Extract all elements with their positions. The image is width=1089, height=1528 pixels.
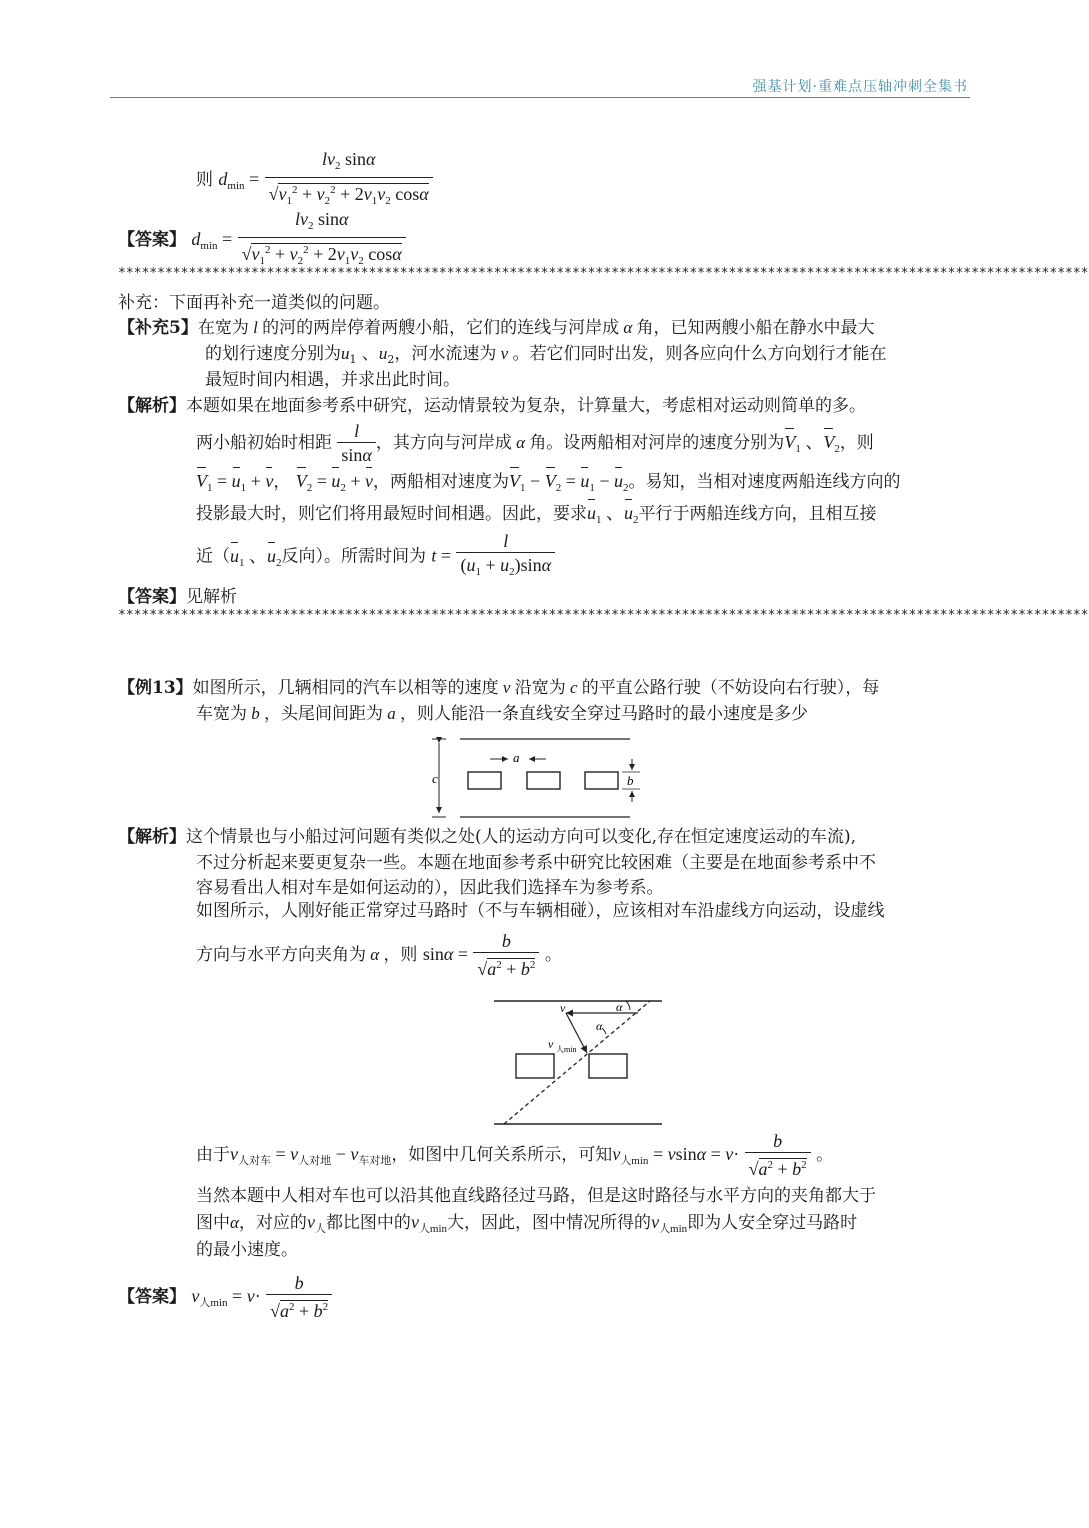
page-header <box>0 0 1080 100</box>
example-answer: 【答案】 $v_{人min} = v\cdot$ $\frac{b}{√a^2 + b^2}$ <box>118 1272 332 1323</box>
example-analysis-line2: 不过分析起来要更复杂一些。本题在地面参考系中研究比较困难（主要是在地面参考系中不 <box>196 853 876 873</box>
dmin-formula <box>196 148 433 213</box>
label-c: c <box>432 771 438 786</box>
example-analysis-label: 【解析】 <box>118 827 186 847</box>
example-analysis-line4: 如图所示，人刚好能正常穿过马路时（不与车辆相碰），应该相对车沿虚线方向运动，设虚线 <box>196 901 885 921</box>
example-q2c: ，则人能沿一条直线安全穿过马路时的最小速度是多少 <box>400 704 808 724</box>
vmin-fraction: $\frac{b}{√a^2 + b^2}$ <box>745 1130 811 1181</box>
example-b-line3: 图中α，对应的$v_人$都比图中的$v_{人min}$大，因此，图中情况所得的$v_{人min}$即为人安全穿过马路时 <box>196 1212 858 1235</box>
separator-top: **************************************************************************************************************************** <box>118 266 1089 281</box>
supplement-question-line3: 最短时间内相遇，并求出此时间。 <box>205 370 460 390</box>
example-a5b: ，则 <box>383 945 418 965</box>
label-vmin-sub: 人min <box>556 1045 577 1054</box>
road-cars-figure <box>430 735 650 821</box>
label-alpha-top: α <box>616 1000 623 1014</box>
example-b3a: 图中 <box>196 1213 230 1233</box>
supplement-a4b: 平行于两船连线方向，且相互接 <box>638 504 877 524</box>
supplement-answer-text: 见解析 <box>186 587 237 607</box>
label-alpha-mid: α <box>596 1019 603 1033</box>
label-b: b <box>627 773 634 788</box>
supplement-a2d: ，则 <box>839 433 874 453</box>
supplement-q2c: 。若它们同时出发，则各应向什么方向划行才能在 <box>512 344 887 364</box>
supplement-a5b: 反向）。所需时间为 <box>281 546 426 567</box>
supplement-analysis-line3: $V_1 = u_1 + v$， $V_2 = u_2 + v$，两船相对速度为$V_1 - V_2 = u_1 - u_2$。易知，当相对速度两船连线方向的 <box>196 466 901 503</box>
supplement-q1c: 角，已知两艘小船在静水中最大 <box>636 318 875 338</box>
supplement-question-line2: 的划行速度分别为$u_1$ 、$u_2$，河水流速为 v 。若它们同时出发，则各应向什么方向划行才能在 <box>205 344 887 366</box>
supplement-a2a: 两小船初始时相距 <box>196 433 332 453</box>
example-b1b: ，如图中几何关系所示，可知 <box>391 1145 613 1165</box>
supplement-a5a: 近（ <box>196 546 230 567</box>
example-b1a: 由于 <box>196 1145 230 1165</box>
example-b3b: ，对应的 <box>238 1213 307 1233</box>
supplement-a4a: 投影最大时，则它们将用最短时间相遇。因此，要求 <box>196 504 587 524</box>
formula-dmin-fraction: $\frac{lv_2 \sin\alpha}{√v_1^2 + v_2^2 + 2v_1v_2 \cos\alpha}$ <box>265 148 433 213</box>
example-question-line1: 【例13】如图所示，几辆相同的汽车以相等的速度 v 沿宽为 c 的平直公路行驶（不妨设向右行驶），每 <box>118 678 880 698</box>
car-1 <box>468 772 501 789</box>
example-analysis-line3: 容易看出人相对车是如何运动的），因此我们选择车为参考系。 <box>196 878 664 898</box>
supplement-a2c: 角。设两船相对河岸的速度分别为 <box>529 433 785 453</box>
supplement-question-line1: 【补充5】在宽为 l 的河的两岸停着两艘小船，它们的连线与河岸成 α 角，已知两艘小船在静水中最大 <box>118 318 875 338</box>
answer-dmin-lhs: $d_{min}$ = <box>191 229 233 252</box>
header-rule <box>110 97 970 98</box>
supplement-label: 【补充5】 <box>118 318 198 338</box>
example-q2a: 车宽为 <box>196 704 247 724</box>
supplement-a1: 本题如果在地面参考系中研究，运动情景较为复杂，计算量大，考虑相对运动则简单的多。 <box>186 396 866 416</box>
supplement-a3d: 。易知，当相对速度两船连线方向的 <box>628 472 901 492</box>
example-relative-velocity: 由于$v_{人对车} = v_{人对地} - v_{车对地}$，如图中几何关系所示，可知$v_{人min} = vsin\alpha = v\cdot$ $\frac{b}{√a^2 + b^2}$ 。 <box>196 1131 834 1179</box>
car-2 <box>527 772 560 789</box>
example-a1: 这个情景也与小船过河问题有类似之处(人的运动方向可以变化,存在恒定速度运动的车流), <box>186 827 857 847</box>
supplement-analysis-label: 【解析】 <box>118 396 186 416</box>
example-a5a: 方向与水平方向夹角为 <box>196 945 366 965</box>
label-vmin: v <box>548 1037 554 1051</box>
dashed-path <box>504 1001 650 1124</box>
car-right <box>589 1054 627 1078</box>
answer-label: 【答案】 <box>118 230 186 250</box>
sin-alpha-fraction: $\frac{b}{√a^2 + b^2}$ <box>473 930 539 981</box>
answer-dmin <box>118 208 406 273</box>
relative-motion-figure <box>490 996 666 1128</box>
car-left <box>516 1054 554 1078</box>
example-b3c: 都比图中的 <box>325 1213 411 1233</box>
example-label: 【例13】 <box>118 678 193 698</box>
header-title: 强基计划·重难点压轴冲刺全集书 <box>752 79 968 95</box>
supplement-q2b: ，河水流速为 <box>394 344 497 364</box>
distance-fraction: $\frac{l}{\sin\alpha}$ <box>337 420 375 467</box>
supplement-q1a: 在宽为 <box>197 318 249 338</box>
supplement-analysis-line1 <box>118 391 866 421</box>
formula-dmin-lhs: $d_{min}$ = <box>218 169 260 192</box>
example-q1c: 的平直公路行驶（不妨设向右行驶），每 <box>581 678 880 698</box>
example-question-line2: 车宽为 b ，头尾间间距为 a ，则人能沿一条直线安全穿过马路时的最小速度是多少 <box>196 704 808 724</box>
answer-vmin-fraction: $\frac{b}{√a^2 + b^2}$ <box>266 1272 332 1323</box>
separator-bottom: **************************************************************************************************************************** <box>118 608 1089 623</box>
example-q1b: 沿宽为 <box>514 678 566 698</box>
example-b-line4: 的最小速度。 <box>196 1240 298 1260</box>
supplement-a3b: ，两船相对速度为 <box>373 472 510 492</box>
example-b3e: 即为人安全穿过马路时 <box>687 1213 858 1233</box>
label-a: a <box>513 750 520 765</box>
supplement-analysis-line4: 投影最大时，则它们将用最短时间相遇。因此，要求$u_1$ 、$u_2$平行于两船连线方向，且相互接 <box>196 498 877 535</box>
supplement-intro: 补充：下面再补充一道类似的问题。 <box>118 293 390 313</box>
example-b3d: 大，因此，图中情况所得的 <box>447 1213 652 1233</box>
car-3 <box>585 772 618 789</box>
example-answer-label: 【答案】 <box>118 1287 186 1307</box>
answer-dmin-fraction: $\frac{lv_2 \sin\alpha}{√v_1^2 + v_2^2 + 2v_1v_2 \cos\alpha}$ <box>238 208 406 273</box>
example-analysis-line5: 方向与水平方向夹角为 α ，则 sinα = $\frac{b}{√a^2 + b^2}$ 。 <box>196 931 562 979</box>
time-fraction: $\frac{l}{(u_1 + u_2)\sin\alpha}$ <box>456 530 555 584</box>
supplement-answer-label: 【答案】 <box>118 587 186 607</box>
example-b-line2: 当然本题中人相对车也可以沿其他直线路径过马路，但是这时路径与水平方向的夹角都大于 <box>196 1186 876 1206</box>
supplement-analysis-line2: 两小船初始时相距 $\frac{l}{\sin\alpha}$ ，其方向与河岸成 α 角。设两船相对河岸的速度分别为$V_1$ 、$V_2$，则 <box>196 421 874 465</box>
example-q2b: ，头尾间间距为 <box>264 704 383 724</box>
then-label: 则 <box>196 170 213 190</box>
supplement-a2b: ，其方向与河岸成 <box>375 433 512 453</box>
supplement-q2a: 的划行速度分别为 <box>205 344 341 364</box>
example-q1a: 如图所示，几辆相同的汽车以相等的速度 <box>192 678 499 698</box>
supplement-q1b: 的河的两岸停着两艘小船，它们的连线与河岸成 <box>262 318 620 338</box>
supplement-analysis-line5: 近（$u_1$ 、$u_2$反向）。所需时间为 t = $\frac{l}{(u_1 + u_2)\sin\alpha}$ <box>196 530 555 584</box>
label-v: v <box>560 1001 566 1015</box>
